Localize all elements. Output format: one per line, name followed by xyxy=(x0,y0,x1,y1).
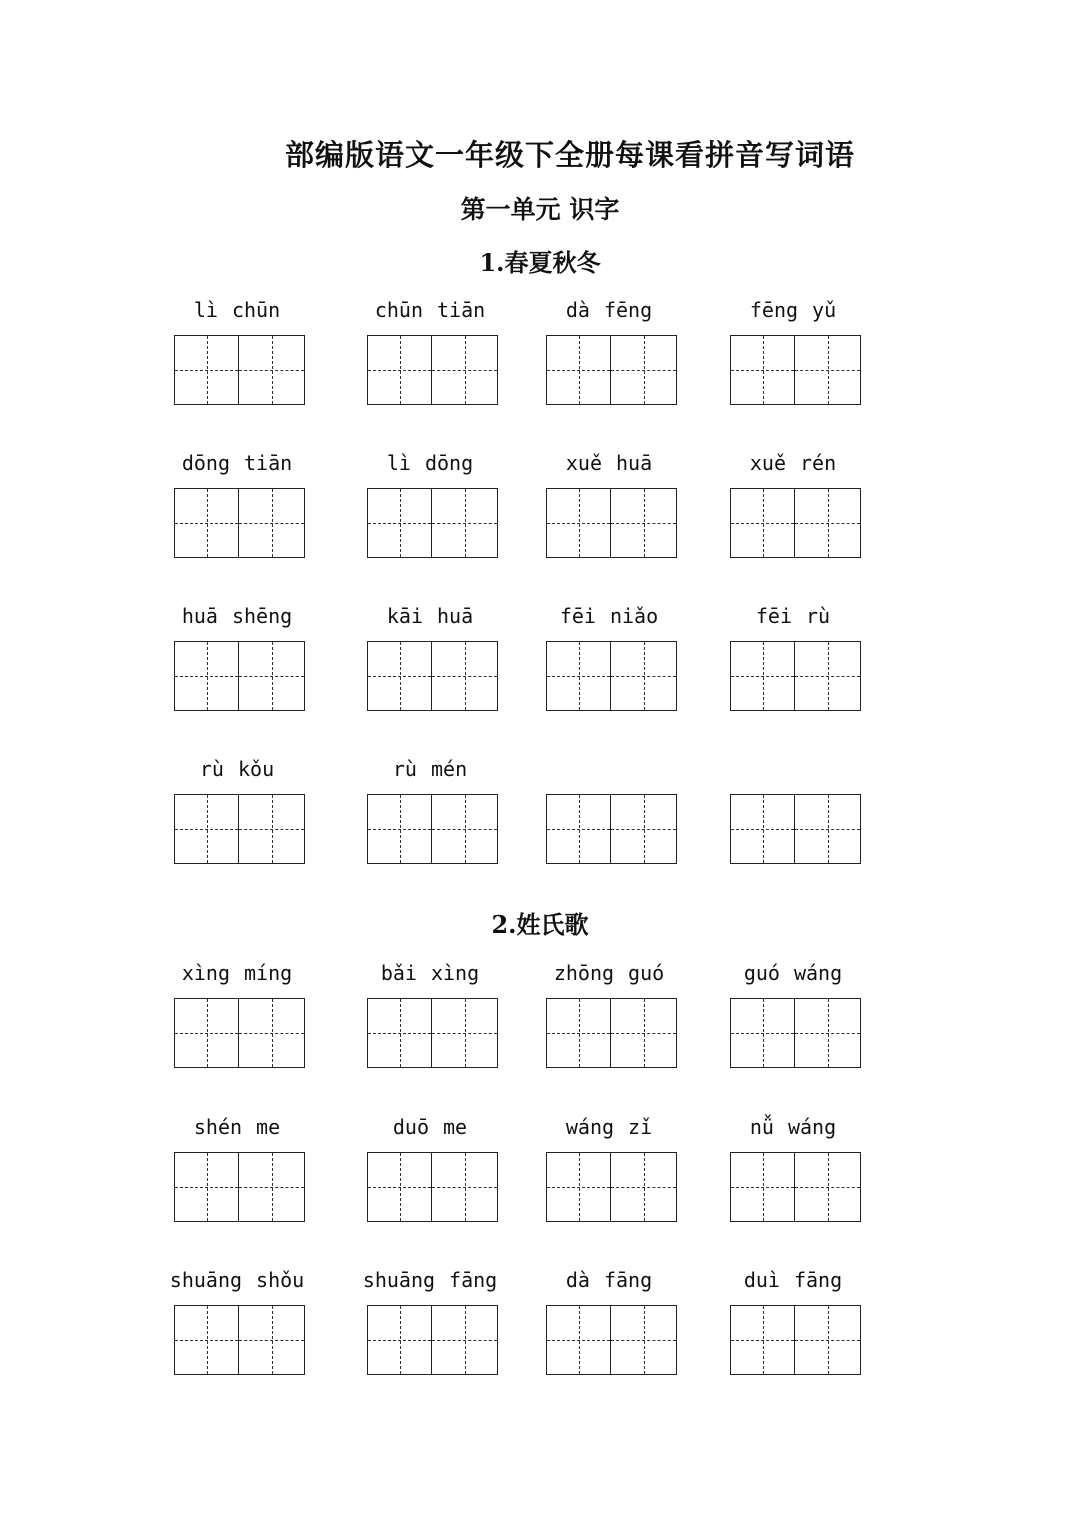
pinyin-syllable: shēng xyxy=(231,604,293,628)
pinyin-syllable: shuāng xyxy=(362,1268,436,1292)
pinyin-syllable: bǎi xyxy=(380,961,417,985)
pinyin-label xyxy=(718,958,868,988)
pinyin-syllable: rén xyxy=(800,451,837,475)
pinyin-syllable: shuāng xyxy=(169,1268,243,1292)
tian-zi-ge-cell[interactable] xyxy=(432,335,498,405)
writing-grid xyxy=(174,794,305,864)
tian-zi-ge-cell[interactable] xyxy=(611,488,677,558)
pinyin-syllable: xìng xyxy=(181,961,230,985)
tian-zi-ge-cell[interactable] xyxy=(174,641,239,711)
pinyin-label xyxy=(534,754,684,784)
pinyin-syllable: dà xyxy=(565,298,590,322)
pinyin-syllable: wáng xyxy=(787,1115,837,1139)
tian-zi-ge-cell[interactable] xyxy=(795,998,861,1068)
pinyin-syllable: rù xyxy=(199,757,224,781)
pinyin-label xyxy=(718,754,868,784)
word-row xyxy=(0,295,1080,405)
tian-zi-ge-cell[interactable] xyxy=(174,335,239,405)
pinyin-syllable: xuě xyxy=(565,451,602,475)
writing-grid xyxy=(174,488,305,558)
pinyin-syllable: me xyxy=(256,1115,281,1139)
pinyin-syllable: fāng xyxy=(603,1268,653,1292)
pinyin-label xyxy=(534,448,684,478)
tian-zi-ge-cell[interactable] xyxy=(546,1152,611,1222)
pinyin-syllable: lì xyxy=(386,451,411,475)
pinyin-syllable: wáng xyxy=(793,961,843,985)
tian-zi-ge-cell[interactable] xyxy=(546,335,611,405)
tian-zi-ge-cell[interactable] xyxy=(174,794,239,864)
writing-grid xyxy=(730,1152,861,1222)
pinyin-syllable: lì xyxy=(193,298,218,322)
pinyin-syllable: fāng xyxy=(793,1268,843,1292)
tian-zi-ge-cell[interactable] xyxy=(174,998,239,1068)
pinyin-syllable: tiān xyxy=(244,451,293,475)
writing-grid xyxy=(546,1152,677,1222)
tian-zi-ge-cell[interactable] xyxy=(239,1305,305,1375)
pinyin-label xyxy=(534,295,684,325)
tian-zi-ge-cell[interactable] xyxy=(730,641,795,711)
writing-grid xyxy=(367,794,498,864)
pinyin-syllable: dōng xyxy=(181,451,230,475)
pinyin-syllable: rù xyxy=(806,604,831,628)
writing-grid xyxy=(174,335,305,405)
pinyin-syllable: kǒu xyxy=(237,757,275,781)
pinyin-label xyxy=(534,958,684,988)
writing-grid xyxy=(730,1305,861,1375)
tian-zi-ge-cell[interactable] xyxy=(367,488,432,558)
word-row xyxy=(0,448,1080,558)
pinyin-syllable: xìng xyxy=(430,961,480,985)
writing-grid xyxy=(367,335,498,405)
tian-zi-ge-cell[interactable] xyxy=(795,335,861,405)
tian-zi-ge-cell[interactable] xyxy=(730,998,795,1068)
pinyin-label xyxy=(718,295,868,325)
writing-grid xyxy=(730,335,861,405)
pinyin-label xyxy=(162,1112,312,1142)
pinyin-label xyxy=(355,1112,505,1142)
pinyin-syllable: míng xyxy=(244,961,293,985)
tian-zi-ge-cell[interactable] xyxy=(611,998,677,1068)
tian-zi-ge-cell[interactable] xyxy=(239,641,305,711)
writing-grid xyxy=(367,1305,498,1375)
pinyin-syllable: zǐ xyxy=(628,1115,653,1139)
pinyin-syllable: huā xyxy=(437,604,474,628)
pinyin-syllable: huā xyxy=(181,604,218,628)
tian-zi-ge-cell[interactable] xyxy=(795,488,861,558)
tian-zi-ge-cell[interactable] xyxy=(432,1152,498,1222)
tian-zi-ge-cell[interactable] xyxy=(730,1152,795,1222)
lesson-title: 1.春夏秋冬 xyxy=(479,248,601,277)
tian-zi-ge-cell[interactable] xyxy=(239,1152,305,1222)
tian-zi-ge-cell[interactable] xyxy=(611,335,677,405)
writing-grid xyxy=(730,794,861,864)
tian-zi-ge-cell[interactable] xyxy=(611,794,677,864)
tian-zi-ge-cell[interactable] xyxy=(432,641,498,711)
pinyin-syllable: fēng xyxy=(749,298,799,322)
writing-grid xyxy=(174,1305,305,1375)
word-row xyxy=(0,958,1080,1068)
pinyin-label xyxy=(162,1265,312,1295)
writing-grid xyxy=(174,1152,305,1222)
tian-zi-ge-cell[interactable] xyxy=(239,335,305,405)
tian-zi-ge-cell[interactable] xyxy=(546,488,611,558)
tian-zi-ge-cell[interactable] xyxy=(546,794,611,864)
tian-zi-ge-cell[interactable] xyxy=(611,1305,677,1375)
tian-zi-ge-cell[interactable] xyxy=(546,998,611,1068)
word-row xyxy=(0,754,1080,864)
word-row xyxy=(0,1265,1080,1375)
tian-zi-ge-cell[interactable] xyxy=(730,1305,795,1375)
tian-zi-ge-cell[interactable] xyxy=(367,998,432,1068)
tian-zi-ge-cell[interactable] xyxy=(432,794,498,864)
writing-grid xyxy=(546,1305,677,1375)
pinyin-syllable: fēi xyxy=(755,604,793,628)
tian-zi-ge-cell[interactable] xyxy=(432,488,498,558)
pinyin-syllable: kāi xyxy=(386,604,423,628)
lesson-title: 2.姓氏歌 xyxy=(491,910,589,939)
pinyin-label xyxy=(355,1265,505,1295)
pinyin-label xyxy=(718,601,868,631)
pinyin-syllable: guó xyxy=(628,961,665,985)
tian-zi-ge-cell[interactable] xyxy=(174,1305,239,1375)
pinyin-label xyxy=(162,295,312,325)
tian-zi-ge-cell[interactable] xyxy=(730,794,795,864)
pinyin-syllable: me xyxy=(443,1115,468,1139)
writing-grid xyxy=(546,335,677,405)
writing-grid xyxy=(367,488,498,558)
tian-zi-ge-cell[interactable] xyxy=(174,1152,239,1222)
tian-zi-ge-cell[interactable] xyxy=(546,641,611,711)
tian-zi-ge-cell[interactable] xyxy=(239,488,305,558)
pinyin-syllable: chūn xyxy=(231,298,281,322)
tian-zi-ge-cell[interactable] xyxy=(239,998,305,1068)
writing-grid xyxy=(367,641,498,711)
pinyin-syllable: huā xyxy=(616,451,653,475)
pinyin-syllable: xuě xyxy=(749,451,786,475)
tian-zi-ge-cell[interactable] xyxy=(795,1305,861,1375)
pinyin-label xyxy=(355,448,505,478)
pinyin-syllable: guó xyxy=(743,961,780,985)
tian-zi-ge-cell[interactable] xyxy=(367,641,432,711)
pinyin-syllable: zhōng xyxy=(553,961,615,985)
pinyin-syllable: fēi xyxy=(559,604,596,628)
pinyin-syllable: dōng xyxy=(424,451,474,475)
pinyin-syllable: duō xyxy=(392,1115,430,1139)
tian-zi-ge-cell[interactable] xyxy=(432,998,498,1068)
page-title: 部编版语文一年级下全册每课看拼音写词语 xyxy=(284,138,855,172)
pinyin-label xyxy=(355,958,505,988)
pinyin-label xyxy=(162,958,312,988)
tian-zi-ge-cell[interactable] xyxy=(611,641,677,711)
unit-title: 第一单元 识字 xyxy=(460,195,620,224)
pinyin-label xyxy=(534,1112,684,1142)
pinyin-syllable: nǚ xyxy=(749,1115,774,1139)
pinyin-syllable: dà xyxy=(565,1268,590,1292)
writing-grid xyxy=(367,1152,498,1222)
pinyin-syllable: niǎo xyxy=(609,604,659,628)
pinyin-label xyxy=(718,1112,868,1142)
writing-grid xyxy=(730,641,861,711)
pinyin-label xyxy=(162,601,312,631)
tian-zi-ge-cell[interactable] xyxy=(795,1152,861,1222)
pinyin-syllable: tiān xyxy=(437,298,486,322)
tian-zi-ge-cell[interactable] xyxy=(795,794,861,864)
writing-grid xyxy=(730,488,861,558)
pinyin-syllable: rù xyxy=(392,757,417,781)
pinyin-label xyxy=(162,448,312,478)
word-row xyxy=(0,601,1080,711)
pinyin-syllable: fēng xyxy=(603,298,653,322)
tian-zi-ge-cell[interactable] xyxy=(730,488,795,558)
pinyin-syllable: yǔ xyxy=(812,298,837,322)
tian-zi-ge-cell[interactable] xyxy=(432,1305,498,1375)
pinyin-label xyxy=(718,1265,868,1295)
writing-grid xyxy=(730,998,861,1068)
tian-zi-ge-cell[interactable] xyxy=(730,335,795,405)
tian-zi-ge-cell[interactable] xyxy=(367,335,432,405)
writing-grid xyxy=(546,488,677,558)
pinyin-label xyxy=(355,295,505,325)
writing-grid xyxy=(546,794,677,864)
pinyin-label xyxy=(534,601,684,631)
tian-zi-ge-cell[interactable] xyxy=(239,794,305,864)
pinyin-syllable: shén xyxy=(193,1115,243,1139)
tian-zi-ge-cell[interactable] xyxy=(174,488,239,558)
pinyin-syllable: wáng xyxy=(565,1115,615,1139)
pinyin-syllable: mén xyxy=(430,757,468,781)
pinyin-label xyxy=(534,1265,684,1295)
tian-zi-ge-cell[interactable] xyxy=(367,1305,432,1375)
tian-zi-ge-cell[interactable] xyxy=(546,1305,611,1375)
pinyin-label xyxy=(355,754,505,784)
tian-zi-ge-cell[interactable] xyxy=(367,794,432,864)
tian-zi-ge-cell[interactable] xyxy=(611,1152,677,1222)
tian-zi-ge-cell[interactable] xyxy=(367,1152,432,1222)
writing-grid xyxy=(174,998,305,1068)
pinyin-syllable: chūn xyxy=(374,298,423,322)
writing-grid xyxy=(546,641,677,711)
pinyin-label xyxy=(718,448,868,478)
pinyin-syllable: fāng xyxy=(449,1268,498,1292)
writing-grid xyxy=(546,998,677,1068)
pinyin-label xyxy=(355,601,505,631)
writing-grid xyxy=(367,998,498,1068)
word-row xyxy=(0,1112,1080,1222)
tian-zi-ge-cell[interactable] xyxy=(795,641,861,711)
writing-grid xyxy=(174,641,305,711)
pinyin-syllable: duì xyxy=(743,1268,780,1292)
pinyin-syllable: shǒu xyxy=(256,1268,305,1292)
pinyin-label xyxy=(162,754,312,784)
